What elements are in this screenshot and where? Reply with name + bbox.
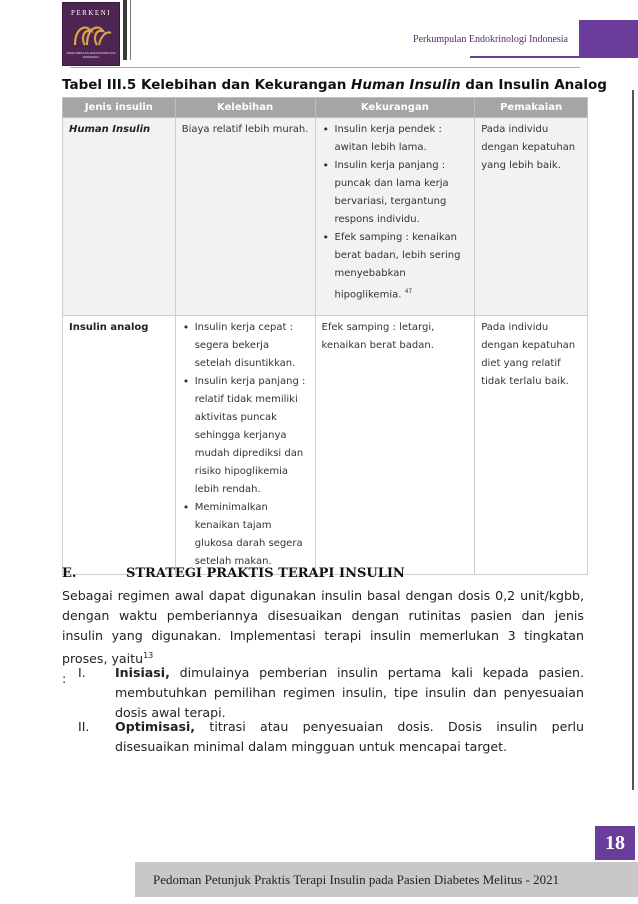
human-insulin-label: Human Insulin	[69, 124, 151, 135]
header-kelebihan: Kelebihan	[175, 98, 315, 118]
insulin-comparison-table	[62, 97, 588, 575]
table-header-row	[63, 98, 588, 118]
cell-advantage: Biaya relatif lebih murah.	[175, 118, 315, 316]
page-side-rule	[632, 90, 634, 790]
list-item: • Insulin kerja panjang : relatif tidak memiliki aktivitas puncak sehingga kerjanya mudah diprediksi dan risiko hipoglikemia lebih rendah.	[182, 373, 309, 499]
list-item-text: Efek samping : kenaikan berat badan, lebih sering menyebabkan hipoglikemia.	[334, 232, 461, 301]
item-number: II.	[78, 719, 90, 734]
item-text: titrasi atau penyesuaian dosis. Dosis insulin perlu disesuaikan minimal dalam mingguan untuk mencapai target.	[115, 719, 584, 754]
header-divider-thin	[130, 0, 131, 60]
reference-superscript: 13	[143, 651, 154, 660]
section-title: STRATEGI PRAKTIS TERAPI INSULIN	[126, 566, 405, 581]
list-item: • Insulin kerja cepat : segera bekerja setelah disuntikkan.	[182, 319, 309, 373]
header-jenis-insulin: Jenis insulin	[63, 98, 176, 118]
header-rule	[70, 67, 580, 68]
header-kekurangan: Kekurangan	[315, 98, 475, 118]
header-divider	[123, 0, 127, 60]
table-row	[63, 316, 588, 575]
cell-usage: Pada individu dengan kepatuhan yang lebih baik.	[475, 118, 588, 316]
header-pemakaian: Pemakaian	[475, 98, 588, 118]
paragraph-colon: :	[62, 671, 67, 687]
list-item: • Insulin kerja panjang : puncak dan lama kerja bervariasi, tergantung respons individu.	[322, 157, 469, 229]
logo-name: PERKENI	[70, 9, 112, 17]
table-row	[63, 118, 588, 316]
table-title-italic: Human Insulin	[351, 77, 461, 93]
cell-type	[63, 118, 176, 316]
section-heading	[62, 566, 405, 581]
perkeni-logo	[62, 2, 120, 66]
organization-name: Perkumpulan Endokrinologi Indonesia	[413, 34, 568, 45]
item-text: dimulainya pemberian insulin pertama kali kepada pasien. membutuhkan pemilihan regimen insulin, tipe insulin dan penyesuaian dosis awal terapi.	[115, 665, 584, 720]
item-term: Inisiasi,	[115, 665, 170, 680]
list-item: • Insulin kerja pendek : awitan lebih lama.	[322, 121, 469, 157]
table-title-prefix: Tabel III.5 Kelebihan dan Kekurangan	[62, 77, 352, 93]
list-item	[62, 663, 584, 723]
header-accent-line	[470, 56, 638, 58]
header-accent-block	[579, 20, 638, 58]
list-item	[322, 229, 469, 304]
cell-type: Insulin analog	[63, 316, 176, 575]
table-title	[62, 77, 607, 93]
item-number: I.	[78, 665, 86, 680]
logo-emblem-icon	[71, 19, 113, 49]
logo-subtitle: PERKUMPULAN ENDOKRINOLOGI INDONESIA	[66, 51, 116, 59]
list-item: • Meminimalkan kenaikan tajam glukosa darah segera setelah makan.	[182, 499, 309, 571]
table-title-suffix: dan Insulin Analog	[460, 77, 607, 93]
section-letter: E.	[62, 566, 77, 581]
cell-disadvantages	[315, 118, 475, 316]
paragraph-text: Sebagai regimen awal dapat digunakan insulin basal dengan dosis 0,2 unit/kgbb, dengan waktu pemberiannya disesuaikan dengan rutinitas pasien dan jenis insulin yang digunakan. Implementasi terapi insulin memerlukan 3 tingkatan proses, yaitu	[62, 588, 584, 667]
list-item	[62, 717, 584, 757]
cell-usage: Pada individu dengan kepatuhan diet yang relatif tidak terlalu baik.	[475, 316, 588, 575]
reference-superscript: 47	[404, 288, 413, 295]
page-number: 18	[595, 826, 635, 860]
cell-advantages	[175, 316, 315, 575]
cell-disadvantage: Efek samping : letargi, kenaikan berat badan.	[315, 316, 475, 575]
item-term: Optimisasi,	[115, 719, 196, 734]
footer-title: Pedoman Petunjuk Praktis Terapi Insulin pada Pasien Diabetes Melitus - 2021	[135, 862, 638, 897]
